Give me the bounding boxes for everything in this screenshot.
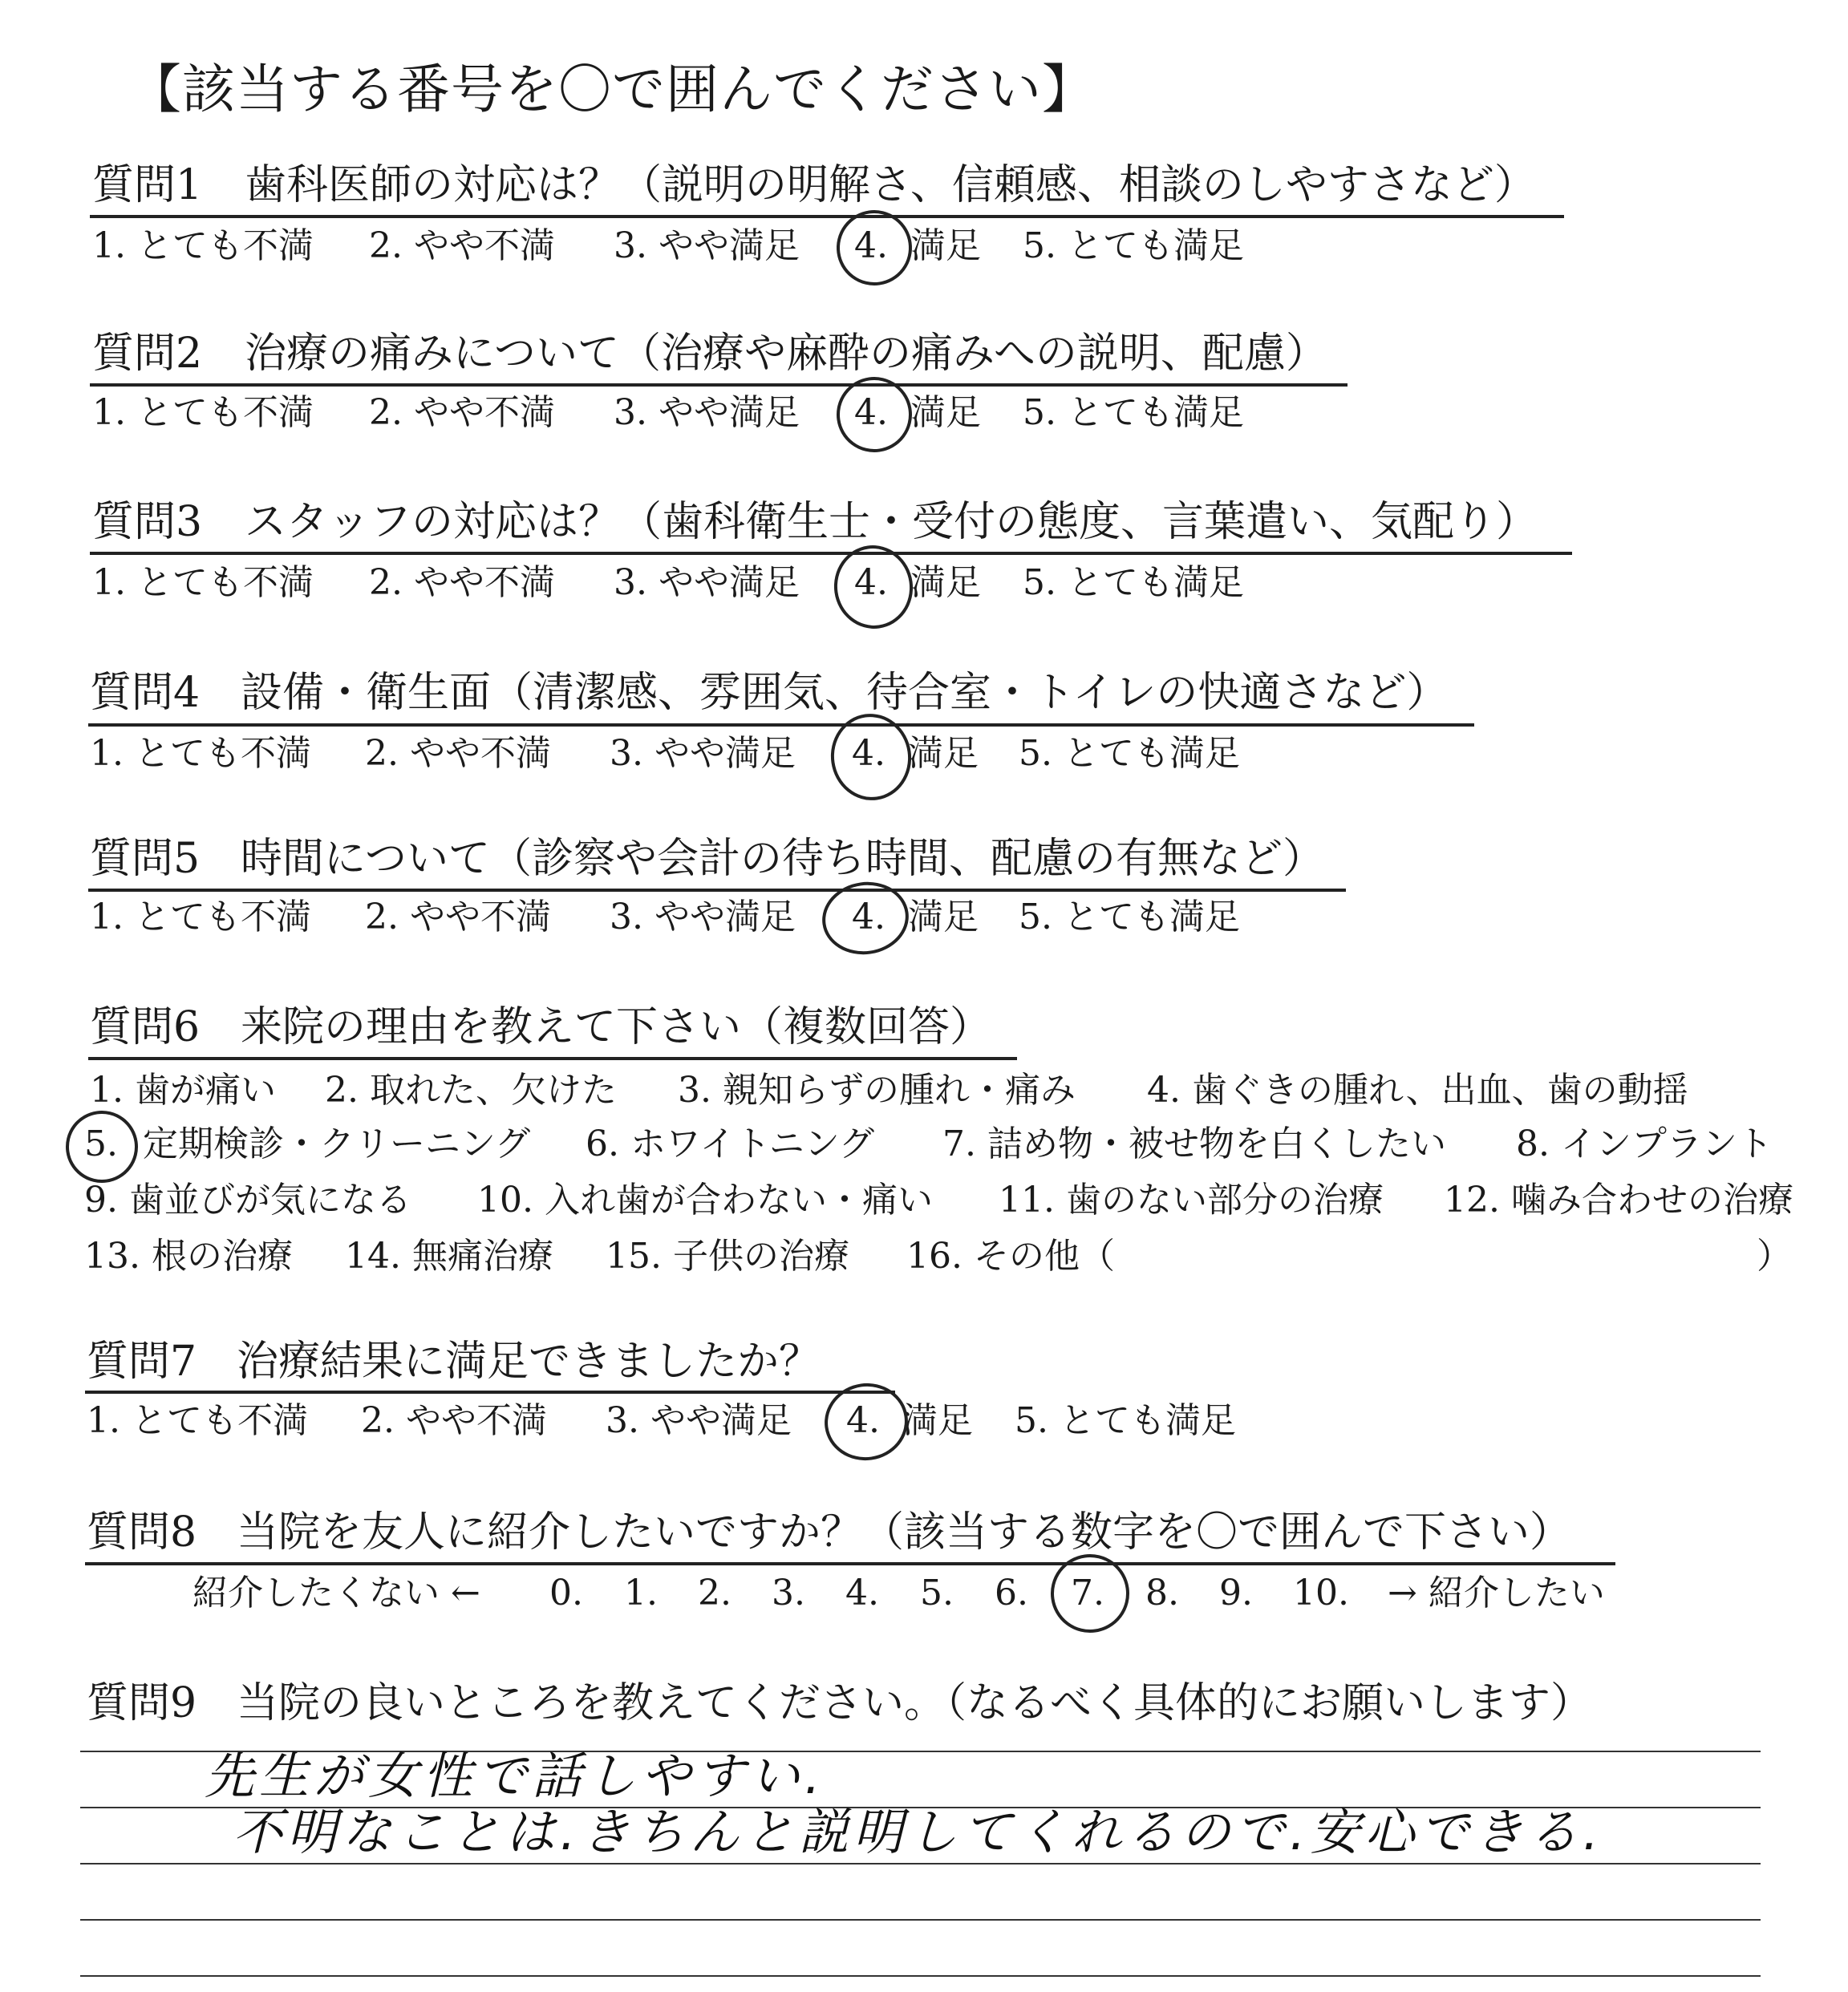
option-5[interactable]: 5. とても満足	[1023, 225, 1244, 266]
reason-option[interactable]: 12. 噛み合わせの治療	[1444, 1180, 1793, 1221]
option-2[interactable]: 2. やや不満	[369, 562, 555, 603]
reason-option[interactable]: 13. 根の治療	[84, 1236, 293, 1277]
reason-option[interactable]: 8. インプラント	[1516, 1124, 1773, 1164]
option-1[interactable]: 1. とても不満	[92, 225, 314, 266]
question-text: 時間について（診察や会計の待ち時間、配慮の有無など）	[241, 835, 1324, 883]
question-text: 当院の良いところを教えてください。（なるべく具体的にお願いします）	[237, 1679, 1593, 1727]
question-underline	[90, 383, 1348, 387]
question-text: 当院を友人に紹介したいですか？（該当する数字を〇で囲んで下さい）	[237, 1508, 1572, 1557]
option-4[interactable]: 4.	[852, 897, 886, 937]
reason-option[interactable]: 6. ホワイトニング	[586, 1124, 875, 1164]
reason-option[interactable]: 15. 子供の治療	[606, 1236, 849, 1277]
option-1[interactable]: 1. とても不満	[90, 733, 311, 774]
question-label: 質問4	[90, 669, 201, 717]
nps-option-9[interactable]: 9.	[1219, 1573, 1253, 1613]
option-3[interactable]: 3. やや満足	[610, 897, 796, 937]
option-4[interactable]: 4.	[846, 1400, 880, 1441]
nps-option-7[interactable]: 7.	[1071, 1573, 1104, 1613]
handwritten-answer-line-2[interactable]: 不明なことは.きちんと説明してくれるので.安心できる.	[233, 1803, 1604, 1861]
scale-left-label: 紹介したくない ←	[192, 1573, 480, 1613]
option-2[interactable]: 2. やや不満	[369, 225, 555, 266]
form-title: 【該当する番号を〇で囲んでください】	[128, 59, 1096, 120]
nps-option-10[interactable]: 10.	[1293, 1573, 1349, 1613]
question-underline	[85, 1562, 1615, 1565]
nps-option-3[interactable]: 3.	[772, 1573, 805, 1613]
option-4[interactable]: 4.	[854, 225, 888, 266]
handwritten-answer-line-1[interactable]: 先生が女性で話しやすい.	[205, 1747, 825, 1805]
option-3[interactable]: 3. やや満足	[606, 1400, 792, 1441]
question-underline	[90, 552, 1572, 555]
question-underline	[85, 1391, 895, 1394]
question-text: 歯科医師の対応は？（説明の明解さ、信頼感、相談のしやすさなど）	[245, 161, 1536, 209]
reason-option[interactable]: 14. 無痛治療	[345, 1236, 553, 1277]
question-text: 治療の痛みについて（治療や麻酔の痛みへの説明、配慮）	[245, 330, 1327, 378]
option-1[interactable]: 1. とても不満	[90, 897, 311, 937]
option-4-label: 満足	[902, 1400, 973, 1441]
question-text: 来院の理由を教えて下さい（複数回答）	[241, 1003, 992, 1051]
option-1[interactable]: 1. とても不満	[92, 562, 314, 603]
nps-option-0[interactable]: 0.	[549, 1573, 583, 1613]
reason-option[interactable]: 2. 取れた、欠けた	[325, 1070, 617, 1111]
other-close-paren: ）	[1757, 1236, 1792, 1277]
option-3[interactable]: 3. やや満足	[610, 733, 796, 774]
option-4[interactable]: 4.	[852, 733, 886, 774]
option-5[interactable]: 5. とても満足	[1023, 392, 1244, 433]
option-5[interactable]: 5. とても満足	[1015, 1400, 1236, 1441]
option-3[interactable]: 3. やや満足	[614, 562, 800, 603]
reason-option[interactable]: 16. その他（	[906, 1236, 1115, 1277]
option-5[interactable]: 5. とても満足	[1019, 897, 1240, 937]
question-underline	[88, 1057, 1017, 1060]
question-label: 質問2	[92, 330, 203, 378]
question-label: 質問1	[92, 161, 203, 209]
question-text: 治療結果に満足できましたか？	[237, 1338, 821, 1386]
option-4-label: 満足	[910, 562, 981, 603]
reason-option[interactable]: 7. 詰め物・被せ物を白くしたい	[942, 1124, 1446, 1164]
nps-option-6[interactable]: 6.	[995, 1573, 1028, 1613]
question-label: 質問6	[90, 1003, 201, 1051]
reason-option[interactable]: 9. 歯並びが気になる	[84, 1180, 411, 1221]
nps-option-2[interactable]: 2.	[698, 1573, 732, 1613]
question-label: 質問3	[92, 498, 203, 546]
question-underline	[90, 215, 1564, 218]
scale-right-label: → 紹介したい	[1388, 1573, 1605, 1613]
nps-option-8[interactable]: 8.	[1145, 1573, 1179, 1613]
reason-option[interactable]: 4. 歯ぐきの腫れ、出血、歯の動揺	[1147, 1070, 1688, 1111]
option-4-label: 満足	[910, 392, 981, 433]
question-label: 質問9	[87, 1679, 197, 1727]
option-2[interactable]: 2. やや不満	[365, 733, 551, 774]
writing-line	[80, 1975, 1761, 1977]
question-label: 質問5	[90, 835, 201, 883]
option-1[interactable]: 1. とても不満	[87, 1400, 308, 1441]
nps-option-4[interactable]: 4.	[845, 1573, 879, 1613]
nps-option-5[interactable]: 5.	[920, 1573, 954, 1613]
reason-option[interactable]: 10. 入れ歯が合わない・痛い	[477, 1180, 933, 1221]
option-2[interactable]: 2. やや不満	[365, 897, 551, 937]
question-text: 設備・衛生面（清潔感、雰囲気、待合室・トイレの快適さなど）	[241, 669, 1449, 717]
option-2[interactable]: 2. やや不満	[361, 1400, 547, 1441]
option-4-label: 満足	[908, 897, 979, 937]
option-4-label: 満足	[908, 733, 979, 774]
option-2[interactable]: 2. やや不満	[369, 392, 555, 433]
nps-option-1[interactable]: 1.	[624, 1573, 658, 1613]
question-text: スタッフの対応は？（歯科衛生士・受付の態度、言葉遣い、気配り）	[245, 498, 1538, 546]
option-5[interactable]: 5. とても満足	[1023, 562, 1244, 603]
option-4[interactable]: 4.	[854, 562, 888, 603]
option-4-label: 満足	[910, 225, 981, 266]
question-underline	[88, 723, 1474, 727]
question-underline	[88, 889, 1346, 892]
option-1[interactable]: 1. とても不満	[92, 392, 314, 433]
reason-option-label: 定期検診・クリーニング	[143, 1124, 531, 1164]
option-3[interactable]: 3. やや満足	[614, 225, 800, 266]
option-3[interactable]: 3. やや満足	[614, 392, 800, 433]
reason-option[interactable]: 1. 歯が痛い	[90, 1070, 276, 1111]
question-label: 質問8	[87, 1508, 197, 1557]
reason-option[interactable]: 5.	[84, 1124, 118, 1164]
option-4[interactable]: 4.	[854, 392, 888, 433]
reason-option[interactable]: 3. 親知らずの腫れ・痛み	[678, 1070, 1076, 1111]
question-label: 質問7	[87, 1338, 197, 1386]
option-5[interactable]: 5. とても満足	[1019, 733, 1240, 774]
selected-circle-mark	[61, 1106, 143, 1188]
reason-option[interactable]: 11. 歯のない部分の治療	[999, 1180, 1384, 1221]
writing-line	[80, 1919, 1761, 1921]
